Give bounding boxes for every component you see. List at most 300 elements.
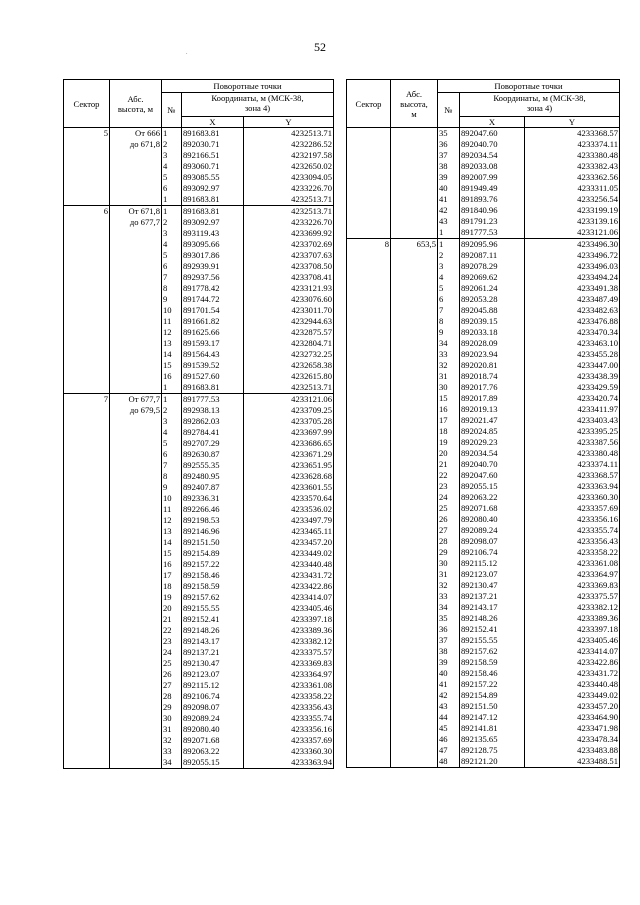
- sector-cell: [64, 261, 110, 272]
- y-coordinate-cell: 4233708.50: [244, 261, 334, 272]
- abs-height-cell: [110, 316, 162, 327]
- header-abs-line3: м: [411, 108, 417, 119]
- point-number-cell: 20: [438, 448, 460, 459]
- sector-cell: [347, 294, 391, 305]
- abs-height-cell: [110, 614, 162, 625]
- sector-cell: [64, 559, 110, 570]
- y-coordinate-cell: 4233570.64: [244, 493, 334, 504]
- x-coordinate-cell: 892021.47: [460, 415, 525, 426]
- point-number-cell: 29: [438, 547, 460, 558]
- abs-height-cell: [110, 382, 162, 394]
- y-coordinate-cell: 4233368.57: [525, 128, 620, 140]
- sector-cell: [347, 283, 391, 294]
- x-coordinate-cell: 891777.53: [460, 227, 525, 239]
- sector-cell: [64, 416, 110, 427]
- header-turning-points: Поворотные точки: [162, 80, 334, 93]
- y-coordinate-cell: 4232615.80: [244, 371, 334, 382]
- x-coordinate-cell: 892630.87: [182, 449, 244, 460]
- point-number-cell: 37: [438, 635, 460, 646]
- point-number-cell: 38: [438, 646, 460, 657]
- x-coordinate-cell: 892028.09: [460, 338, 525, 349]
- sector-cell: [64, 548, 110, 559]
- table-row: [347, 161, 620, 172]
- sector-cell: [347, 183, 391, 194]
- table-row: [64, 713, 334, 724]
- x-coordinate-cell: 891564.43: [182, 349, 244, 360]
- y-coordinate-cell: 4233369.83: [244, 658, 334, 669]
- sector-cell: [64, 272, 110, 283]
- y-coordinate-cell: 4233487.49: [525, 294, 620, 305]
- coordinates-table-right: [346, 79, 620, 768]
- table-row: [347, 701, 620, 712]
- table-row: [347, 492, 620, 503]
- table-row: [347, 459, 620, 470]
- y-coordinate-cell: 4233707.63: [244, 250, 334, 261]
- point-number-cell: 24: [438, 492, 460, 503]
- point-number-cell: 1: [162, 194, 182, 206]
- table-row: [347, 305, 620, 316]
- x-coordinate-cell: 891683.81: [182, 194, 244, 206]
- table-row: [347, 194, 620, 205]
- point-number-cell: 15: [162, 548, 182, 559]
- sector-cell: [347, 360, 391, 371]
- x-coordinate-cell: 892157.62: [460, 646, 525, 657]
- table-row: [347, 657, 620, 668]
- sector-cell: [64, 294, 110, 305]
- sector-cell: [64, 680, 110, 691]
- y-coordinate-cell: 4233536.02: [244, 504, 334, 515]
- y-coordinate-cell: 4233199.19: [525, 205, 620, 216]
- abs-height-cell: [110, 228, 162, 239]
- table-row: [347, 239, 620, 251]
- table-row: [347, 514, 620, 525]
- x-coordinate-cell: 892137.21: [460, 591, 525, 602]
- sector-cell: [347, 503, 391, 514]
- point-number-cell: 29: [162, 702, 182, 713]
- point-number-cell: 11: [162, 316, 182, 327]
- x-coordinate-cell: 892017.76: [460, 382, 525, 393]
- table-row: [64, 460, 334, 471]
- y-coordinate-cell: 4233651.95: [244, 460, 334, 471]
- sector-cell: [64, 427, 110, 438]
- x-coordinate-cell: 892071.68: [182, 735, 244, 746]
- x-coordinate-cell: 892148.26: [182, 625, 244, 636]
- abs-height-cell: [110, 570, 162, 581]
- y-coordinate-cell: 4233355.74: [525, 525, 620, 536]
- table-row: [64, 746, 334, 757]
- table-row: [64, 691, 334, 702]
- abs-height-cell: [110, 150, 162, 161]
- abs-height-cell: [110, 757, 162, 769]
- table-row: [347, 327, 620, 338]
- sector-cell: [347, 172, 391, 183]
- sector-cell: [64, 438, 110, 449]
- abs-height-cell: [391, 272, 438, 283]
- sector-cell: [347, 437, 391, 448]
- sector-cell: [347, 415, 391, 426]
- table-row: [64, 261, 334, 272]
- table-row: [64, 405, 334, 416]
- y-coordinate-cell: 4233139.16: [525, 216, 620, 227]
- header-abs-height: [391, 80, 438, 128]
- abs-height-cell: [391, 668, 438, 679]
- point-number-cell: 30: [162, 713, 182, 724]
- point-number-cell: 6: [162, 261, 182, 272]
- abs-height-cell: От 677,7: [110, 394, 162, 406]
- sector-cell: 6: [64, 206, 110, 218]
- header-y: Y: [244, 117, 334, 128]
- sector-cell: [347, 128, 391, 140]
- point-number-cell: 3: [162, 416, 182, 427]
- table-row: [64, 647, 334, 658]
- table-row: [64, 537, 334, 548]
- y-coordinate-cell: 4233422.86: [525, 657, 620, 668]
- point-number-cell: 3: [162, 150, 182, 161]
- sector-cell: [64, 460, 110, 471]
- point-number-cell: 6: [162, 449, 182, 460]
- abs-height-cell: [391, 635, 438, 646]
- table-row: [64, 239, 334, 250]
- y-coordinate-cell: 4232804.71: [244, 338, 334, 349]
- sector-cell: [347, 305, 391, 316]
- sector-cell: [64, 194, 110, 206]
- point-number-cell: 8: [162, 471, 182, 482]
- abs-height-cell: [391, 382, 438, 393]
- table-row: [64, 702, 334, 713]
- sector-cell: 8: [347, 239, 391, 251]
- x-coordinate-cell: 892007.99: [460, 172, 525, 183]
- sector-cell: [64, 592, 110, 603]
- y-coordinate-cell: 4233686.65: [244, 438, 334, 449]
- abs-height-cell: [110, 272, 162, 283]
- x-coordinate-cell: 892053.28: [460, 294, 525, 305]
- sector-cell: [64, 515, 110, 526]
- x-coordinate-cell: 892047.60: [460, 128, 525, 140]
- point-number-cell: 40: [438, 183, 460, 194]
- y-coordinate-cell: 4233702.69: [244, 239, 334, 250]
- point-number-cell: 5: [162, 438, 182, 449]
- sector-cell: [64, 504, 110, 515]
- point-number-cell: 9: [162, 482, 182, 493]
- abs-height-cell: [391, 227, 438, 239]
- point-number-cell: 16: [438, 404, 460, 415]
- x-coordinate-cell: 892106.74: [182, 691, 244, 702]
- y-coordinate-cell: 4233476.88: [525, 316, 620, 327]
- sector-cell: [347, 216, 391, 227]
- sector-cell: [64, 482, 110, 493]
- point-number-cell: 30: [438, 558, 460, 569]
- point-number-cell: 25: [162, 658, 182, 669]
- sector-cell: [64, 139, 110, 150]
- y-coordinate-cell: 4233357.69: [525, 503, 620, 514]
- table-body-right: [347, 128, 620, 768]
- sector-cell: [347, 161, 391, 172]
- point-number-cell: 19: [438, 437, 460, 448]
- abs-height-cell: [110, 416, 162, 427]
- y-coordinate-cell: 4233496.03: [525, 261, 620, 272]
- y-coordinate-cell: 4233464.90: [525, 712, 620, 723]
- point-number-cell: 5: [438, 283, 460, 294]
- x-coordinate-cell: 891701.54: [182, 305, 244, 316]
- x-coordinate-cell: 892040.70: [460, 459, 525, 470]
- y-coordinate-cell: 4233382.12: [244, 636, 334, 647]
- sector-cell: [347, 745, 391, 756]
- y-coordinate-cell: 4233356.16: [244, 724, 334, 735]
- abs-height-cell: [391, 283, 438, 294]
- sector-cell: [347, 470, 391, 481]
- abs-height-cell: [391, 393, 438, 404]
- table-row: [64, 581, 334, 592]
- sector-cell: [347, 547, 391, 558]
- abs-height-cell: От 671,8: [110, 206, 162, 218]
- abs-height-cell: [391, 558, 438, 569]
- y-coordinate-cell: 4232650.02: [244, 161, 334, 172]
- point-number-cell: 43: [438, 216, 460, 227]
- sector-cell: [64, 183, 110, 194]
- sector-cell: [347, 569, 391, 580]
- y-coordinate-cell: 4233387.56: [525, 437, 620, 448]
- point-number-cell: 7: [162, 272, 182, 283]
- sector-cell: [64, 713, 110, 724]
- point-number-cell: 20: [162, 603, 182, 614]
- abs-height-cell: [391, 734, 438, 745]
- sector-cell: [64, 150, 110, 161]
- y-coordinate-cell: 4232732.25: [244, 349, 334, 360]
- abs-height-cell: [110, 471, 162, 482]
- sector-cell: [347, 613, 391, 624]
- sector-cell: [64, 449, 110, 460]
- table-row: [64, 471, 334, 482]
- y-coordinate-cell: 4233364.97: [525, 569, 620, 580]
- abs-height-cell: [391, 426, 438, 437]
- table-row: [347, 272, 620, 283]
- y-coordinate-cell: 4233422.86: [244, 581, 334, 592]
- point-number-cell: 35: [438, 613, 460, 624]
- sector-cell: [64, 305, 110, 316]
- abs-height-cell: [391, 712, 438, 723]
- abs-height-cell: [391, 139, 438, 150]
- table-row: [347, 139, 620, 150]
- sector-cell: [64, 647, 110, 658]
- table-row: [347, 580, 620, 591]
- point-number-cell: 6: [162, 183, 182, 194]
- table-row: [64, 592, 334, 603]
- x-coordinate-cell: 892939.91: [182, 261, 244, 272]
- table-row: [64, 250, 334, 261]
- abs-height-cell: [110, 482, 162, 493]
- table-row: [64, 360, 334, 371]
- y-coordinate-cell: 4233463.10: [525, 338, 620, 349]
- point-number-cell: 46: [438, 734, 460, 745]
- sector-cell: [347, 668, 391, 679]
- table-row: [347, 547, 620, 558]
- x-coordinate-cell: 892158.46: [182, 570, 244, 581]
- header-number: №: [162, 93, 182, 128]
- table-row: [347, 338, 620, 349]
- sector-cell: 7: [64, 394, 110, 406]
- y-coordinate-cell: 4233471.98: [525, 723, 620, 734]
- x-coordinate-cell: 892078.29: [460, 261, 525, 272]
- y-coordinate-cell: 4233361.08: [244, 680, 334, 691]
- sector-cell: [64, 735, 110, 746]
- sector-cell: [347, 580, 391, 591]
- x-coordinate-cell: 892336.31: [182, 493, 244, 504]
- abs-height-cell: 653,5: [391, 239, 438, 251]
- y-coordinate-cell: 4233411.97: [525, 404, 620, 415]
- y-coordinate-cell: 4232513.71: [244, 128, 334, 140]
- point-number-cell: 7: [162, 460, 182, 471]
- y-coordinate-cell: 4233121.06: [244, 394, 334, 406]
- table-row: [347, 426, 620, 437]
- x-coordinate-cell: 892938.13: [182, 405, 244, 416]
- point-number-cell: 1: [162, 128, 182, 140]
- abs-height-cell: [391, 349, 438, 360]
- point-number-cell: 10: [162, 305, 182, 316]
- sector-cell: [64, 228, 110, 239]
- y-coordinate-cell: 4233438.39: [525, 371, 620, 382]
- point-number-cell: 21: [438, 459, 460, 470]
- x-coordinate-cell: 893085.55: [182, 172, 244, 183]
- x-coordinate-cell: 892033.08: [460, 161, 525, 172]
- x-coordinate-cell: 892034.54: [460, 150, 525, 161]
- x-coordinate-cell: 892143.17: [460, 602, 525, 613]
- sector-cell: [347, 426, 391, 437]
- x-coordinate-cell: 891744.72: [182, 294, 244, 305]
- point-number-cell: 2: [162, 405, 182, 416]
- x-coordinate-cell: 892089.24: [182, 713, 244, 724]
- abs-height-cell: [110, 172, 162, 183]
- y-coordinate-cell: 4233470.34: [525, 327, 620, 338]
- y-coordinate-cell: 4233358.22: [525, 547, 620, 558]
- abs-height-cell: [110, 603, 162, 614]
- y-coordinate-cell: 4233382.12: [525, 602, 620, 613]
- y-coordinate-cell: 4233389.36: [244, 625, 334, 636]
- header-abs-line1: Абс.: [127, 93, 144, 104]
- y-coordinate-cell: 4233414.07: [244, 592, 334, 603]
- sector-cell: [347, 404, 391, 415]
- sector-cell: [64, 625, 110, 636]
- table-row: [64, 305, 334, 316]
- table-row: [347, 261, 620, 272]
- table-row: [347, 216, 620, 227]
- x-coordinate-cell: 892080.40: [182, 724, 244, 735]
- sector-cell: [64, 405, 110, 416]
- abs-height-cell: [391, 569, 438, 580]
- sector-cell: [64, 757, 110, 769]
- point-number-cell: 6: [438, 294, 460, 305]
- point-number-cell: 16: [162, 371, 182, 382]
- point-number-cell: 32: [438, 360, 460, 371]
- table-row: [64, 757, 334, 769]
- x-coordinate-cell: 892069.62: [460, 272, 525, 283]
- y-coordinate-cell: 4233496.72: [525, 250, 620, 261]
- table-row: [347, 371, 620, 382]
- table-row: [64, 438, 334, 449]
- y-coordinate-cell: 4233697.99: [244, 427, 334, 438]
- y-coordinate-cell: 4233405.46: [244, 603, 334, 614]
- x-coordinate-cell: 892128.75: [460, 745, 525, 756]
- x-coordinate-cell: 892123.07: [182, 669, 244, 680]
- sector-cell: [347, 756, 391, 768]
- abs-height-cell: [391, 327, 438, 338]
- y-coordinate-cell: 4233465.11: [244, 526, 334, 537]
- sector-cell: [64, 327, 110, 338]
- y-coordinate-cell: 4233380.48: [525, 448, 620, 459]
- table-row: [64, 394, 334, 406]
- table-row: [347, 723, 620, 734]
- y-coordinate-cell: 4233483.88: [525, 745, 620, 756]
- table-row: [64, 172, 334, 183]
- y-coordinate-cell: 4233457.20: [525, 701, 620, 712]
- point-number-cell: 18: [162, 581, 182, 592]
- table-row: [347, 393, 620, 404]
- abs-height-cell: [110, 239, 162, 250]
- table-row: [64, 371, 334, 382]
- abs-height-cell: [391, 580, 438, 591]
- sector-cell: [347, 150, 391, 161]
- point-number-cell: 1: [162, 206, 182, 218]
- abs-height-cell: [110, 294, 162, 305]
- abs-height-cell: [110, 371, 162, 382]
- x-coordinate-cell: 892029.23: [460, 437, 525, 448]
- abs-height-cell: [110, 261, 162, 272]
- header-abs-height: [110, 80, 162, 128]
- abs-height-cell: [391, 183, 438, 194]
- abs-height-cell: [110, 515, 162, 526]
- point-number-cell: 11: [162, 504, 182, 515]
- table-row: [347, 128, 620, 140]
- sector-cell: [64, 537, 110, 548]
- header-abs-line2: высота,: [400, 98, 428, 109]
- y-coordinate-cell: 4233449.02: [244, 548, 334, 559]
- sector-cell: [347, 492, 391, 503]
- point-number-cell: 48: [438, 756, 460, 768]
- abs-height-cell: [110, 438, 162, 449]
- y-coordinate-cell: 4233671.29: [244, 449, 334, 460]
- point-number-cell: 17: [162, 570, 182, 581]
- table-row: [64, 128, 334, 140]
- x-coordinate-cell: 891791.23: [460, 216, 525, 227]
- y-coordinate-cell: 4233405.46: [525, 635, 620, 646]
- y-coordinate-cell: 4233491.38: [525, 283, 620, 294]
- y-coordinate-cell: 4233431.72: [525, 668, 620, 679]
- x-coordinate-cell: 892937.56: [182, 272, 244, 283]
- y-coordinate-cell: 4233311.05: [525, 183, 620, 194]
- x-coordinate-cell: 892266.46: [182, 504, 244, 515]
- sector-cell: [64, 360, 110, 371]
- sector-cell: [64, 161, 110, 172]
- point-number-cell: 32: [438, 580, 460, 591]
- y-coordinate-cell: 4233457.20: [244, 537, 334, 548]
- abs-height-cell: [110, 636, 162, 647]
- y-coordinate-cell: 4233429.59: [525, 382, 620, 393]
- x-coordinate-cell: 891527.60: [182, 371, 244, 382]
- abs-height-cell: [110, 691, 162, 702]
- y-coordinate-cell: 4232513.71: [244, 382, 334, 394]
- abs-height-cell: [110, 526, 162, 537]
- table-body-left: [64, 128, 334, 769]
- x-coordinate-cell: 892148.26: [460, 613, 525, 624]
- point-number-cell: 27: [162, 680, 182, 691]
- abs-height-cell: [110, 537, 162, 548]
- point-number-cell: 25: [438, 503, 460, 514]
- x-coordinate-cell: 892039.15: [460, 316, 525, 327]
- abs-height-cell: [110, 713, 162, 724]
- x-coordinate-cell: 892061.24: [460, 283, 525, 294]
- sector-cell: [64, 371, 110, 382]
- sector-cell: [347, 624, 391, 635]
- point-number-cell: 4: [438, 272, 460, 283]
